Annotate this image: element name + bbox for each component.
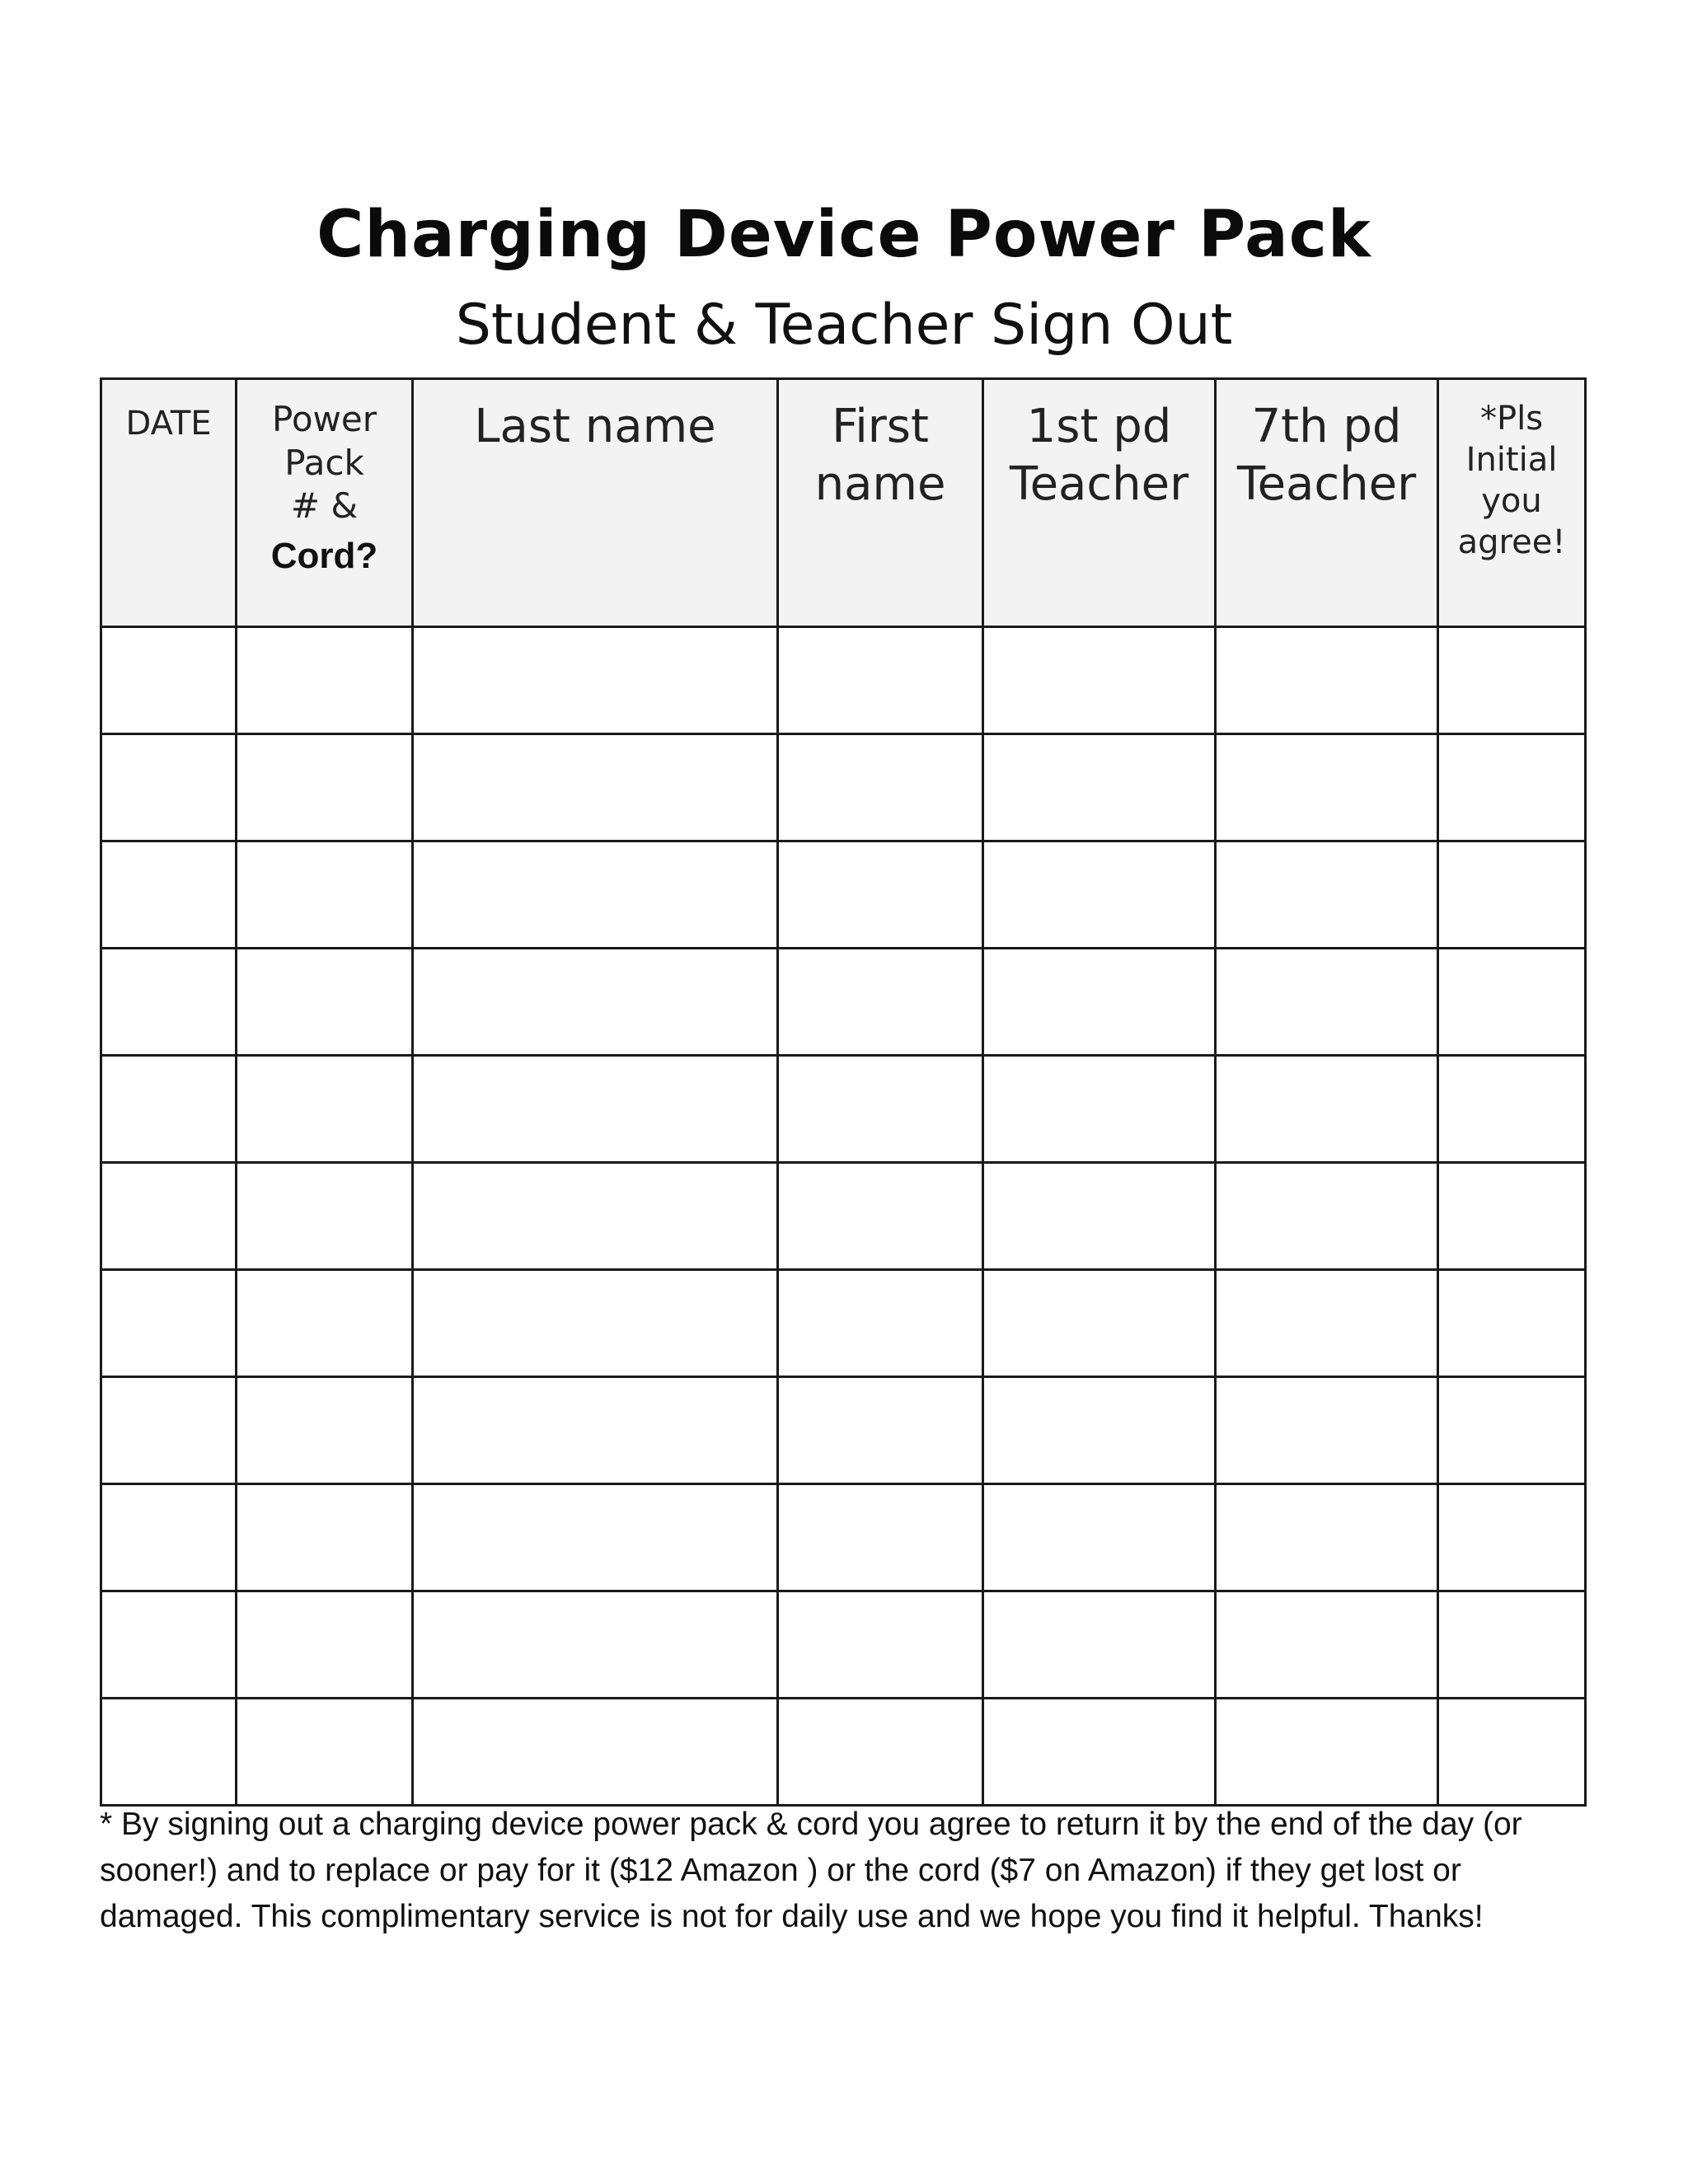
cell-date[interactable] bbox=[101, 1056, 237, 1163]
cell-first-name[interactable] bbox=[778, 1484, 983, 1591]
header-power-pack-line: Power bbox=[272, 399, 377, 439]
cell-date[interactable] bbox=[101, 1163, 237, 1270]
table-row bbox=[101, 1377, 1586, 1484]
cell-last-name[interactable] bbox=[413, 1056, 778, 1163]
cell-7th-pd-teacher[interactable] bbox=[1216, 734, 1438, 841]
cell-initial[interactable] bbox=[1438, 1699, 1586, 1806]
header-1st-pd-line: 1st pd bbox=[1026, 400, 1172, 453]
cell-first-name[interactable] bbox=[778, 1591, 983, 1699]
cell-first-name[interactable] bbox=[778, 1699, 983, 1806]
cell-power-pack[interactable] bbox=[237, 1270, 413, 1377]
cell-7th-pd-teacher[interactable] bbox=[1216, 1163, 1438, 1270]
cell-last-name[interactable] bbox=[413, 1484, 778, 1591]
cell-7th-pd-teacher[interactable] bbox=[1216, 1056, 1438, 1163]
cell-power-pack[interactable] bbox=[237, 1163, 413, 1270]
cell-power-pack[interactable] bbox=[237, 627, 413, 734]
cell-power-pack[interactable] bbox=[237, 1699, 413, 1806]
cell-last-name[interactable] bbox=[413, 627, 778, 734]
cell-initial[interactable] bbox=[1438, 627, 1586, 734]
cell-last-name[interactable] bbox=[413, 1699, 778, 1806]
cell-initial[interactable] bbox=[1438, 734, 1586, 841]
cell-last-name[interactable] bbox=[413, 949, 778, 1056]
cell-1st-pd-teacher[interactable] bbox=[983, 734, 1216, 841]
cell-7th-pd-teacher[interactable] bbox=[1216, 1699, 1438, 1806]
cell-initial[interactable] bbox=[1438, 841, 1586, 949]
cell-1st-pd-teacher[interactable] bbox=[983, 1270, 1216, 1377]
header-last-name-label: Last name bbox=[474, 400, 716, 453]
page-subtitle: Student & Teacher Sign Out bbox=[455, 293, 1233, 358]
cell-date[interactable] bbox=[101, 1377, 237, 1484]
cell-first-name[interactable] bbox=[778, 627, 983, 734]
page-title: Charging Device Power Pack bbox=[316, 198, 1372, 272]
header-row bbox=[101, 379, 1586, 627]
cell-1st-pd-teacher[interactable] bbox=[983, 1377, 1216, 1484]
header-initial-line: you bbox=[1481, 482, 1542, 520]
cell-date[interactable] bbox=[101, 734, 237, 841]
cell-date[interactable] bbox=[101, 1270, 237, 1377]
header-initial bbox=[1438, 379, 1586, 627]
cell-7th-pd-teacher[interactable] bbox=[1216, 1591, 1438, 1699]
cell-first-name[interactable] bbox=[778, 1056, 983, 1163]
header-date bbox=[101, 379, 237, 627]
cell-initial[interactable] bbox=[1438, 1270, 1586, 1377]
header-7th-pd-teacher bbox=[1216, 379, 1438, 627]
cell-power-pack[interactable] bbox=[237, 949, 413, 1056]
cell-first-name[interactable] bbox=[778, 734, 983, 841]
cell-date[interactable] bbox=[101, 1699, 237, 1806]
header-date-label: DATE bbox=[125, 405, 212, 443]
table-row bbox=[101, 949, 1586, 1056]
header-cord-label: Cord? bbox=[270, 535, 378, 576]
cell-last-name[interactable] bbox=[413, 1377, 778, 1484]
table-row bbox=[101, 1163, 1586, 1270]
header-power-pack bbox=[237, 379, 413, 627]
cell-last-name[interactable] bbox=[413, 734, 778, 841]
table-row bbox=[101, 841, 1586, 949]
table-row bbox=[101, 734, 1586, 841]
cell-date[interactable] bbox=[101, 949, 237, 1056]
cell-power-pack[interactable] bbox=[237, 841, 413, 949]
header-first-name-line: First bbox=[832, 400, 929, 453]
cell-1st-pd-teacher[interactable] bbox=[983, 1591, 1216, 1699]
table-row bbox=[101, 1270, 1586, 1377]
cell-7th-pd-teacher[interactable] bbox=[1216, 1377, 1438, 1484]
cell-7th-pd-teacher[interactable] bbox=[1216, 627, 1438, 734]
cell-7th-pd-teacher[interactable] bbox=[1216, 1270, 1438, 1377]
header-7th-pd-line: 7th pd bbox=[1251, 400, 1402, 453]
header-first-name-line: name bbox=[814, 457, 946, 511]
cell-power-pack[interactable] bbox=[237, 1056, 413, 1163]
cell-first-name[interactable] bbox=[778, 949, 983, 1056]
cell-last-name[interactable] bbox=[413, 1163, 778, 1270]
header-initial-line: *Pls bbox=[1479, 400, 1544, 438]
cell-date[interactable] bbox=[101, 627, 237, 734]
cell-initial[interactable] bbox=[1438, 1484, 1586, 1591]
cell-1st-pd-teacher[interactable] bbox=[983, 841, 1216, 949]
header-7th-pd-line: Teacher bbox=[1236, 457, 1417, 511]
header-initial-line: agree! bbox=[1457, 523, 1566, 561]
cell-initial[interactable] bbox=[1438, 1591, 1586, 1699]
table-row bbox=[101, 1056, 1586, 1163]
cell-initial[interactable] bbox=[1438, 1056, 1586, 1163]
cell-date[interactable] bbox=[101, 1591, 237, 1699]
cell-power-pack[interactable] bbox=[237, 1377, 413, 1484]
header-1st-pd-teacher bbox=[983, 379, 1216, 627]
cell-initial[interactable] bbox=[1438, 1163, 1586, 1270]
footnote: * By signing out a charging device power pack & cord you agree to return it by the end of the day (or sooner!) and to replace or pay for it ($12 Amazon ) or the cord ($7 on Amazon) if they get lost or damaged. This complimentary service is not for daily use and we hope you find it helpful. Thanks! bbox=[100, 1807, 1522, 1934]
cell-date[interactable] bbox=[101, 1484, 237, 1591]
cell-initial[interactable] bbox=[1438, 949, 1586, 1056]
header-1st-pd-line: Teacher bbox=[1009, 457, 1189, 511]
cell-first-name[interactable] bbox=[778, 1270, 983, 1377]
cell-first-name[interactable] bbox=[778, 1377, 983, 1484]
cell-1st-pd-teacher[interactable] bbox=[983, 1699, 1216, 1806]
cell-initial[interactable] bbox=[1438, 1377, 1586, 1484]
table-row bbox=[101, 627, 1586, 734]
header-first-name bbox=[778, 379, 983, 627]
header-last-name bbox=[413, 379, 778, 627]
header-power-pack-line: # & bbox=[290, 485, 359, 526]
cell-last-name[interactable] bbox=[413, 1591, 778, 1699]
cell-7th-pd-teacher[interactable] bbox=[1216, 949, 1438, 1056]
cell-last-name[interactable] bbox=[413, 1270, 778, 1377]
sign-out-table bbox=[100, 377, 1587, 1807]
table-row bbox=[101, 1484, 1586, 1591]
cell-power-pack[interactable] bbox=[237, 734, 413, 841]
cell-last-name[interactable] bbox=[413, 841, 778, 949]
cell-1st-pd-teacher[interactable] bbox=[983, 949, 1216, 1056]
cell-1st-pd-teacher[interactable] bbox=[983, 627, 1216, 734]
cell-7th-pd-teacher[interactable] bbox=[1216, 841, 1438, 949]
table-row bbox=[101, 1591, 1586, 1699]
header-power-pack-line: Pack bbox=[284, 442, 364, 483]
cell-date[interactable] bbox=[101, 841, 237, 949]
cell-power-pack[interactable] bbox=[237, 1484, 413, 1591]
cell-power-pack[interactable] bbox=[237, 1591, 413, 1699]
table-row bbox=[101, 1699, 1586, 1806]
cell-first-name[interactable] bbox=[778, 841, 983, 949]
cell-1st-pd-teacher[interactable] bbox=[983, 1163, 1216, 1270]
cell-1st-pd-teacher[interactable] bbox=[983, 1484, 1216, 1591]
cell-7th-pd-teacher[interactable] bbox=[1216, 1484, 1438, 1591]
header-initial-line: Initial bbox=[1465, 441, 1558, 479]
cell-first-name[interactable] bbox=[778, 1163, 983, 1270]
cell-1st-pd-teacher[interactable] bbox=[983, 1056, 1216, 1163]
sign-out-rows bbox=[101, 627, 1586, 1806]
